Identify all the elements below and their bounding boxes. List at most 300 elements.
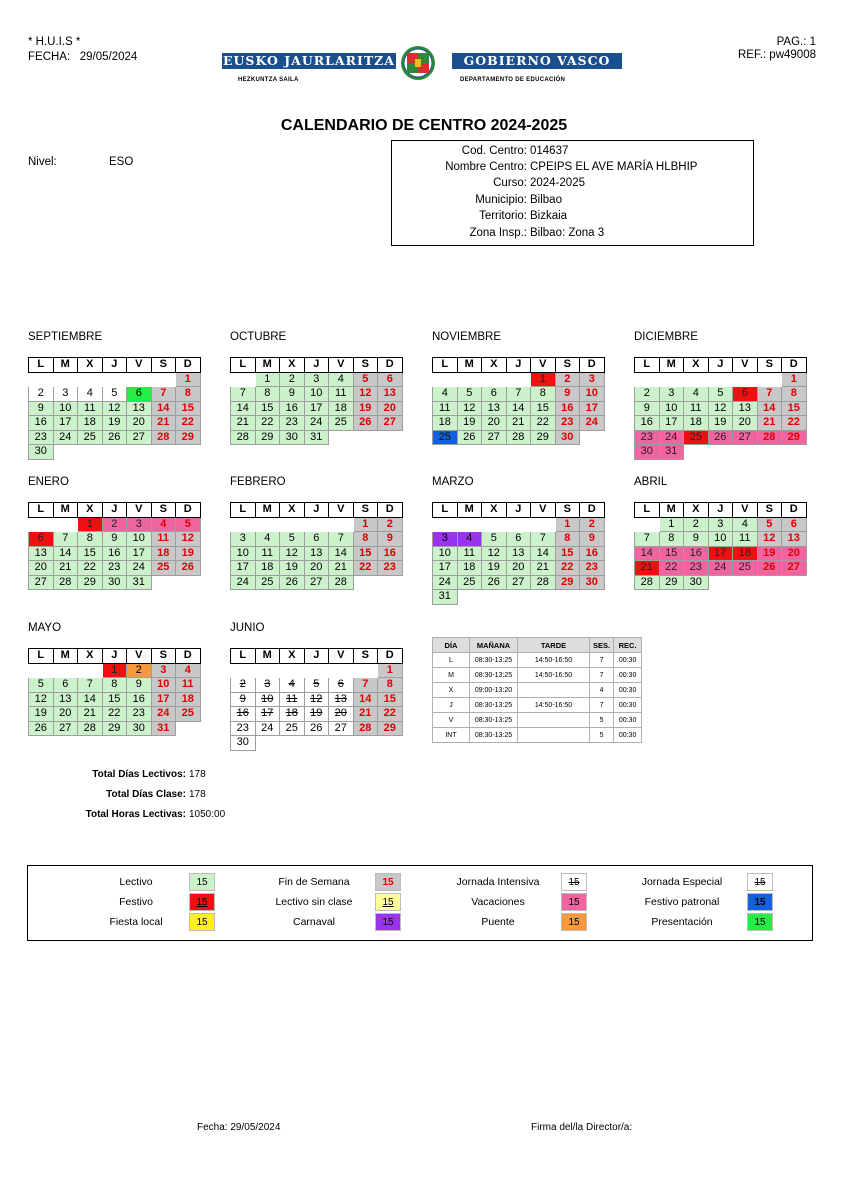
weekday-header: J [102, 358, 127, 373]
weekday-header: L [433, 358, 458, 373]
page-number: PAG.: 1 [776, 36, 816, 48]
calendar-day: 14 [78, 692, 103, 707]
weekday-header: D [782, 358, 807, 373]
calendar-day: 9 [378, 532, 403, 547]
calendar-day: 13 [506, 546, 531, 561]
logo-right-sub: DEPARTAMENTO DE EDUCACIÓN [460, 77, 566, 83]
empty-day [151, 575, 176, 590]
calendar-day: 7 [231, 387, 256, 402]
empty-day [482, 590, 507, 605]
calendar-day: 19 [29, 707, 54, 722]
empty-day [304, 663, 329, 678]
calendar-day: 26 [457, 430, 482, 445]
info-row: Zona Insp.: Bilbao: Zona 3 [469, 227, 605, 239]
calendar-day: 11 [684, 401, 709, 416]
schedule-cell: 5 [590, 728, 614, 743]
calendar-day: 24 [304, 416, 329, 431]
empty-day [378, 575, 403, 590]
calendar-day: 8 [102, 678, 127, 693]
empty-day [482, 372, 507, 387]
calendar-day: 5 [757, 517, 782, 532]
empty-day [255, 663, 280, 678]
weekday-header: J [506, 358, 531, 373]
fecha-value: 29/05/2024 [79, 51, 138, 63]
calendar-day: 14 [635, 546, 660, 561]
calendar-day: 11 [78, 401, 103, 416]
total-horas-label: Total Horas Lectivas: [85, 809, 186, 820]
weekday-header: J [304, 503, 329, 518]
schedule-row [433, 653, 642, 668]
calendar-day: 17 [304, 401, 329, 416]
weekday-header: S [151, 503, 176, 518]
calendar-day: 13 [378, 387, 403, 402]
calendar-day: 21 [757, 416, 782, 431]
calendar-day: 27 [378, 416, 403, 431]
month-name: DICIEMBRE [634, 331, 698, 343]
calendar-day: 22 [555, 561, 580, 576]
schedule-cell: 00:30 [614, 683, 642, 698]
calendar-day: 1 [255, 372, 280, 387]
calendar-day: 16 [127, 692, 152, 707]
calendar-day: 18 [684, 416, 709, 431]
weekday-header: S [555, 358, 580, 373]
calendar-day: 30 [280, 430, 305, 445]
schedule-row [433, 698, 642, 713]
schedule-cell: 14:50-16:50 [518, 653, 590, 668]
calendar-day: 11 [457, 546, 482, 561]
calendar-day: 22 [176, 416, 201, 431]
calendar-day: 17 [255, 707, 280, 722]
empty-day [329, 736, 354, 751]
weekday-header: M [255, 503, 280, 518]
month-name: FEBRERO [230, 476, 286, 488]
calendar-day: 22 [102, 707, 127, 722]
empty-day [757, 575, 782, 590]
calendar-day: 30 [580, 575, 605, 590]
legend-swatch: 15 [561, 913, 587, 931]
legend-swatch: 15 [561, 893, 587, 911]
calendar-day: 15 [782, 401, 807, 416]
weekday-header: X [684, 358, 709, 373]
weekday-header: L [231, 649, 256, 664]
empty-day [78, 663, 103, 678]
empty-day [433, 372, 458, 387]
total-dias-lectivos-label: Total Días Lectivos: [92, 769, 186, 780]
calendar-day: 21 [506, 416, 531, 431]
empty-day [580, 590, 605, 605]
empty-day [555, 590, 580, 605]
calendar-day: 14 [757, 401, 782, 416]
total-horas-value: 1050:00 [189, 809, 226, 820]
calendar-day: 24 [53, 430, 78, 445]
weekday-header: V [733, 503, 758, 518]
month-name: MAYO [28, 622, 62, 634]
calendar-day: 6 [782, 517, 807, 532]
calendar-day: 9 [29, 401, 54, 416]
calendar-day: 15 [176, 401, 201, 416]
calendar-day: 20 [482, 416, 507, 431]
info-row: Curso: 2024-2025 [493, 177, 585, 189]
calendar-day: 26 [353, 416, 378, 431]
calendar-day: 28 [531, 575, 556, 590]
weekday-header: J [304, 358, 329, 373]
schedule-header: MAÑANA [470, 638, 518, 653]
empty-day [659, 372, 684, 387]
calendar-day: 5 [176, 517, 201, 532]
calendar-day: 15 [378, 692, 403, 707]
schedule-cell: 00:30 [614, 653, 642, 668]
calendar-day: 11 [329, 387, 354, 402]
empty-day [757, 372, 782, 387]
month-grid [230, 502, 403, 590]
calendar-day: 10 [580, 387, 605, 402]
month-grid [634, 357, 807, 460]
calendar-day: 25 [255, 575, 280, 590]
calendar-day: 16 [635, 416, 660, 431]
calendar-day: 2 [378, 517, 403, 532]
calendar-day: 19 [304, 707, 329, 722]
month-grid [28, 502, 201, 590]
calendar-day: 16 [29, 416, 54, 431]
calendar-day: 10 [255, 692, 280, 707]
calendar-day: 24 [433, 575, 458, 590]
schedule-cell [518, 728, 590, 743]
calendar-day: 11 [151, 532, 176, 547]
calendar-day: 29 [659, 575, 684, 590]
weekday-header: J [506, 503, 531, 518]
empty-day [127, 372, 152, 387]
schedule-cell: 08:30-13:25 [470, 698, 518, 713]
legend-label: Puente [481, 916, 515, 928]
empty-day [231, 517, 256, 532]
calendar-day: 11 [733, 532, 758, 547]
empty-day [353, 430, 378, 445]
calendar-day: 13 [733, 401, 758, 416]
calendar-day: 28 [635, 575, 660, 590]
calendar-day: 9 [102, 532, 127, 547]
empty-day [102, 445, 127, 460]
legend-label: Vacaciones [471, 896, 525, 908]
schedule-cell: 08:30-13:25 [470, 713, 518, 728]
calendar-day: 19 [457, 416, 482, 431]
calendar-day: 3 [53, 387, 78, 402]
calendar-day: 4 [176, 663, 201, 678]
calendar-day: 18 [176, 692, 201, 707]
calendar-day: 15 [531, 401, 556, 416]
schedule-cell: 08:30-13:25 [470, 653, 518, 668]
calendar-day: 7 [353, 678, 378, 693]
weekday-header: V [127, 358, 152, 373]
calendar-day: 12 [353, 387, 378, 402]
weekday-header: D [176, 649, 201, 664]
weekday-header: L [635, 503, 660, 518]
empty-day [280, 517, 305, 532]
calendar-day: 20 [53, 707, 78, 722]
calendar-day: 3 [433, 532, 458, 547]
calendar-day: 15 [353, 546, 378, 561]
month-name: JUNIO [230, 622, 265, 634]
empty-day [78, 372, 103, 387]
calendar-day: 20 [506, 561, 531, 576]
calendar-day: 6 [506, 532, 531, 547]
schedule-cell: 00:30 [614, 698, 642, 713]
calendar-day: 28 [353, 721, 378, 736]
calendar-day: 17 [231, 561, 256, 576]
calendar-day: 27 [506, 575, 531, 590]
empty-day [733, 372, 758, 387]
calendar-day: 11 [433, 401, 458, 416]
empty-day [151, 445, 176, 460]
empty-day [176, 721, 201, 736]
calendar-day: 8 [353, 532, 378, 547]
calendar-day: 4 [78, 387, 103, 402]
calendar-day: 19 [708, 416, 733, 431]
calendar-day: 1 [659, 517, 684, 532]
calendar-day: 17 [708, 546, 733, 561]
schedule-header: DÍA [433, 638, 470, 653]
calendar-day: 21 [78, 707, 103, 722]
weekday-header: X [280, 358, 305, 373]
calendar-day: 4 [433, 387, 458, 402]
calendar-day: 5 [353, 372, 378, 387]
empty-day [782, 575, 807, 590]
calendar-day: 18 [433, 416, 458, 431]
empty-day [684, 445, 709, 460]
calendar-day: 26 [304, 721, 329, 736]
calendar-day: 18 [457, 561, 482, 576]
calendar-day: 24 [127, 561, 152, 576]
calendar-day: 11 [280, 692, 305, 707]
empty-day [176, 445, 201, 460]
empty-day [457, 372, 482, 387]
weekday-header: S [151, 649, 176, 664]
weekday-header: X [280, 503, 305, 518]
weekday-header: S [151, 358, 176, 373]
calendar-day: 1 [555, 517, 580, 532]
calendar-day: 13 [53, 692, 78, 707]
weekday-header: M [659, 503, 684, 518]
calendar-day: 23 [635, 430, 660, 445]
empty-day [176, 575, 201, 590]
calendar-day: 1 [78, 517, 103, 532]
calendar-day: 20 [782, 546, 807, 561]
empty-day [329, 517, 354, 532]
calendar-day: 28 [506, 430, 531, 445]
empty-day [353, 575, 378, 590]
calendar-day: 21 [329, 561, 354, 576]
empty-day [102, 372, 127, 387]
empty-day [433, 517, 458, 532]
calendar-day: 3 [659, 387, 684, 402]
calendar-day: 12 [757, 532, 782, 547]
empty-day [457, 517, 482, 532]
calendar-day: 1 [378, 663, 403, 678]
calendar-day: 12 [457, 401, 482, 416]
weekday-header: S [353, 358, 378, 373]
calendar-day: 23 [684, 561, 709, 576]
weekday-header: L [231, 503, 256, 518]
calendar-day: 21 [151, 416, 176, 431]
month-name: SEPTIEMBRE [28, 331, 103, 343]
weekday-header: J [102, 503, 127, 518]
weekday-header: M [457, 503, 482, 518]
calendar-day: 10 [433, 546, 458, 561]
weekday-header: M [457, 358, 482, 373]
calendar-day: 17 [53, 416, 78, 431]
calendar-day: 24 [580, 416, 605, 431]
calendar-day: 16 [378, 546, 403, 561]
empty-day [733, 445, 758, 460]
month-name: ENERO [28, 476, 69, 488]
calendar-day: 23 [29, 430, 54, 445]
weekday-header: X [78, 358, 103, 373]
calendar-day: 6 [378, 372, 403, 387]
calendar-day: 8 [78, 532, 103, 547]
calendar-day: 3 [255, 678, 280, 693]
calendar-day: 22 [378, 707, 403, 722]
calendar-day: 8 [176, 387, 201, 402]
weekday-header: L [29, 649, 54, 664]
calendar-day: 4 [733, 517, 758, 532]
calendar-day: 18 [255, 561, 280, 576]
logo-left-sub: HEZKUNTZA SAILA [238, 77, 299, 83]
calendar-day: 3 [708, 517, 733, 532]
calendar-day: 20 [304, 561, 329, 576]
weekday-header: V [531, 503, 556, 518]
calendar-day: 5 [29, 678, 54, 693]
calendar-day: 6 [29, 532, 54, 547]
month-name: OCTUBRE [230, 331, 287, 343]
month-grid [28, 357, 201, 460]
footer-firma: Firma del/la Director/a: [531, 1122, 633, 1133]
calendar-day: 16 [684, 546, 709, 561]
empty-day [457, 590, 482, 605]
schedule-cell: 4 [590, 683, 614, 698]
footer-fecha: Fecha: 29/05/2024 [197, 1122, 281, 1133]
calendar-day: 21 [353, 707, 378, 722]
calendar-day: 26 [708, 430, 733, 445]
calendar-day: 2 [580, 517, 605, 532]
month-name: NOVIEMBRE [432, 331, 502, 343]
schedule-cell [518, 713, 590, 728]
calendar-day: 17 [659, 416, 684, 431]
weekday-header: J [102, 649, 127, 664]
schedule-cell: 7 [590, 698, 614, 713]
calendar-day: 2 [127, 663, 152, 678]
weekday-header: X [78, 503, 103, 518]
calendar-day: 1 [531, 372, 556, 387]
calendar-day: 6 [329, 678, 354, 693]
calendar-day: 28 [757, 430, 782, 445]
calendar-day: 13 [482, 401, 507, 416]
calendar-day: 30 [635, 445, 660, 460]
calendar-day: 15 [78, 546, 103, 561]
schedule-cell: J [433, 698, 470, 713]
calendar-day: 14 [506, 401, 531, 416]
calendar-day: 2 [29, 387, 54, 402]
coat-of-arms-logo [399, 44, 437, 82]
weekday-header: V [733, 358, 758, 373]
empty-day [29, 663, 54, 678]
schedule-row [433, 728, 642, 743]
calendar-day: 22 [531, 416, 556, 431]
calendar-day: 9 [580, 532, 605, 547]
schedule-cell: X [433, 683, 470, 698]
weekday-header: V [329, 649, 354, 664]
info-row: Nombre Centro: CPEIPS EL AVE MARÍA HLBHIP [445, 161, 698, 173]
calendar-day: 20 [378, 401, 403, 416]
weekday-header: V [329, 503, 354, 518]
calendar-day: 26 [176, 561, 201, 576]
calendar-day: 1 [176, 372, 201, 387]
calendar-day: 13 [29, 546, 54, 561]
total-dias-clase-label: Total Días Clase: [106, 789, 186, 800]
weekday-header: D [378, 649, 403, 664]
empty-day [53, 372, 78, 387]
calendar-day: 22 [659, 561, 684, 576]
legend-label: Jornada Intensiva [456, 876, 540, 888]
calendar-day: 9 [684, 532, 709, 547]
calendar-day: 26 [29, 721, 54, 736]
calendar-day: 7 [78, 678, 103, 693]
calendar-day: 4 [457, 532, 482, 547]
calendar-day: 16 [580, 546, 605, 561]
calendar-day: 2 [684, 517, 709, 532]
calendar-day: 29 [102, 721, 127, 736]
fecha-label: FECHA: 29/05/2024 [28, 51, 138, 63]
weekday-header: L [635, 358, 660, 373]
weekday-header: X [280, 649, 305, 664]
calendar-day: 12 [304, 692, 329, 707]
calendar-day: 22 [255, 416, 280, 431]
calendar-day: 1 [102, 663, 127, 678]
calendar-day: 3 [304, 372, 329, 387]
calendar-day: 5 [708, 387, 733, 402]
calendar-day: 25 [457, 575, 482, 590]
legend-label: Festivo [119, 896, 153, 908]
calendar-day: 25 [78, 430, 103, 445]
legend-swatch: 15 [561, 873, 587, 891]
empty-day [378, 736, 403, 751]
calendar-day: 7 [329, 532, 354, 547]
calendar-day: 27 [782, 561, 807, 576]
empty-day [757, 445, 782, 460]
calendar-day: 27 [329, 721, 354, 736]
calendar-day: 8 [555, 532, 580, 547]
calendar-day: 23 [378, 561, 403, 576]
calendar-day: 15 [255, 401, 280, 416]
calendar-day: 21 [635, 561, 660, 576]
calendar-day: 4 [329, 372, 354, 387]
empty-day [231, 663, 256, 678]
weekday-header: D [378, 358, 403, 373]
calendar-day: 21 [531, 561, 556, 576]
month-grid [432, 357, 605, 445]
calendar-day: 29 [531, 430, 556, 445]
calendar-day: 12 [29, 692, 54, 707]
schedule-cell: 08:30-13:25 [470, 728, 518, 743]
calendar-day: 5 [102, 387, 127, 402]
weekday-header: M [53, 649, 78, 664]
schedule-cell: 14:50-16:50 [518, 668, 590, 683]
calendar-day: 6 [733, 387, 758, 402]
calendar-day: 24 [708, 561, 733, 576]
empty-day [304, 736, 329, 751]
calendar-day: 3 [151, 663, 176, 678]
calendar-day: 20 [29, 561, 54, 576]
calendar-day: 30 [127, 721, 152, 736]
calendar-day: 10 [708, 532, 733, 547]
